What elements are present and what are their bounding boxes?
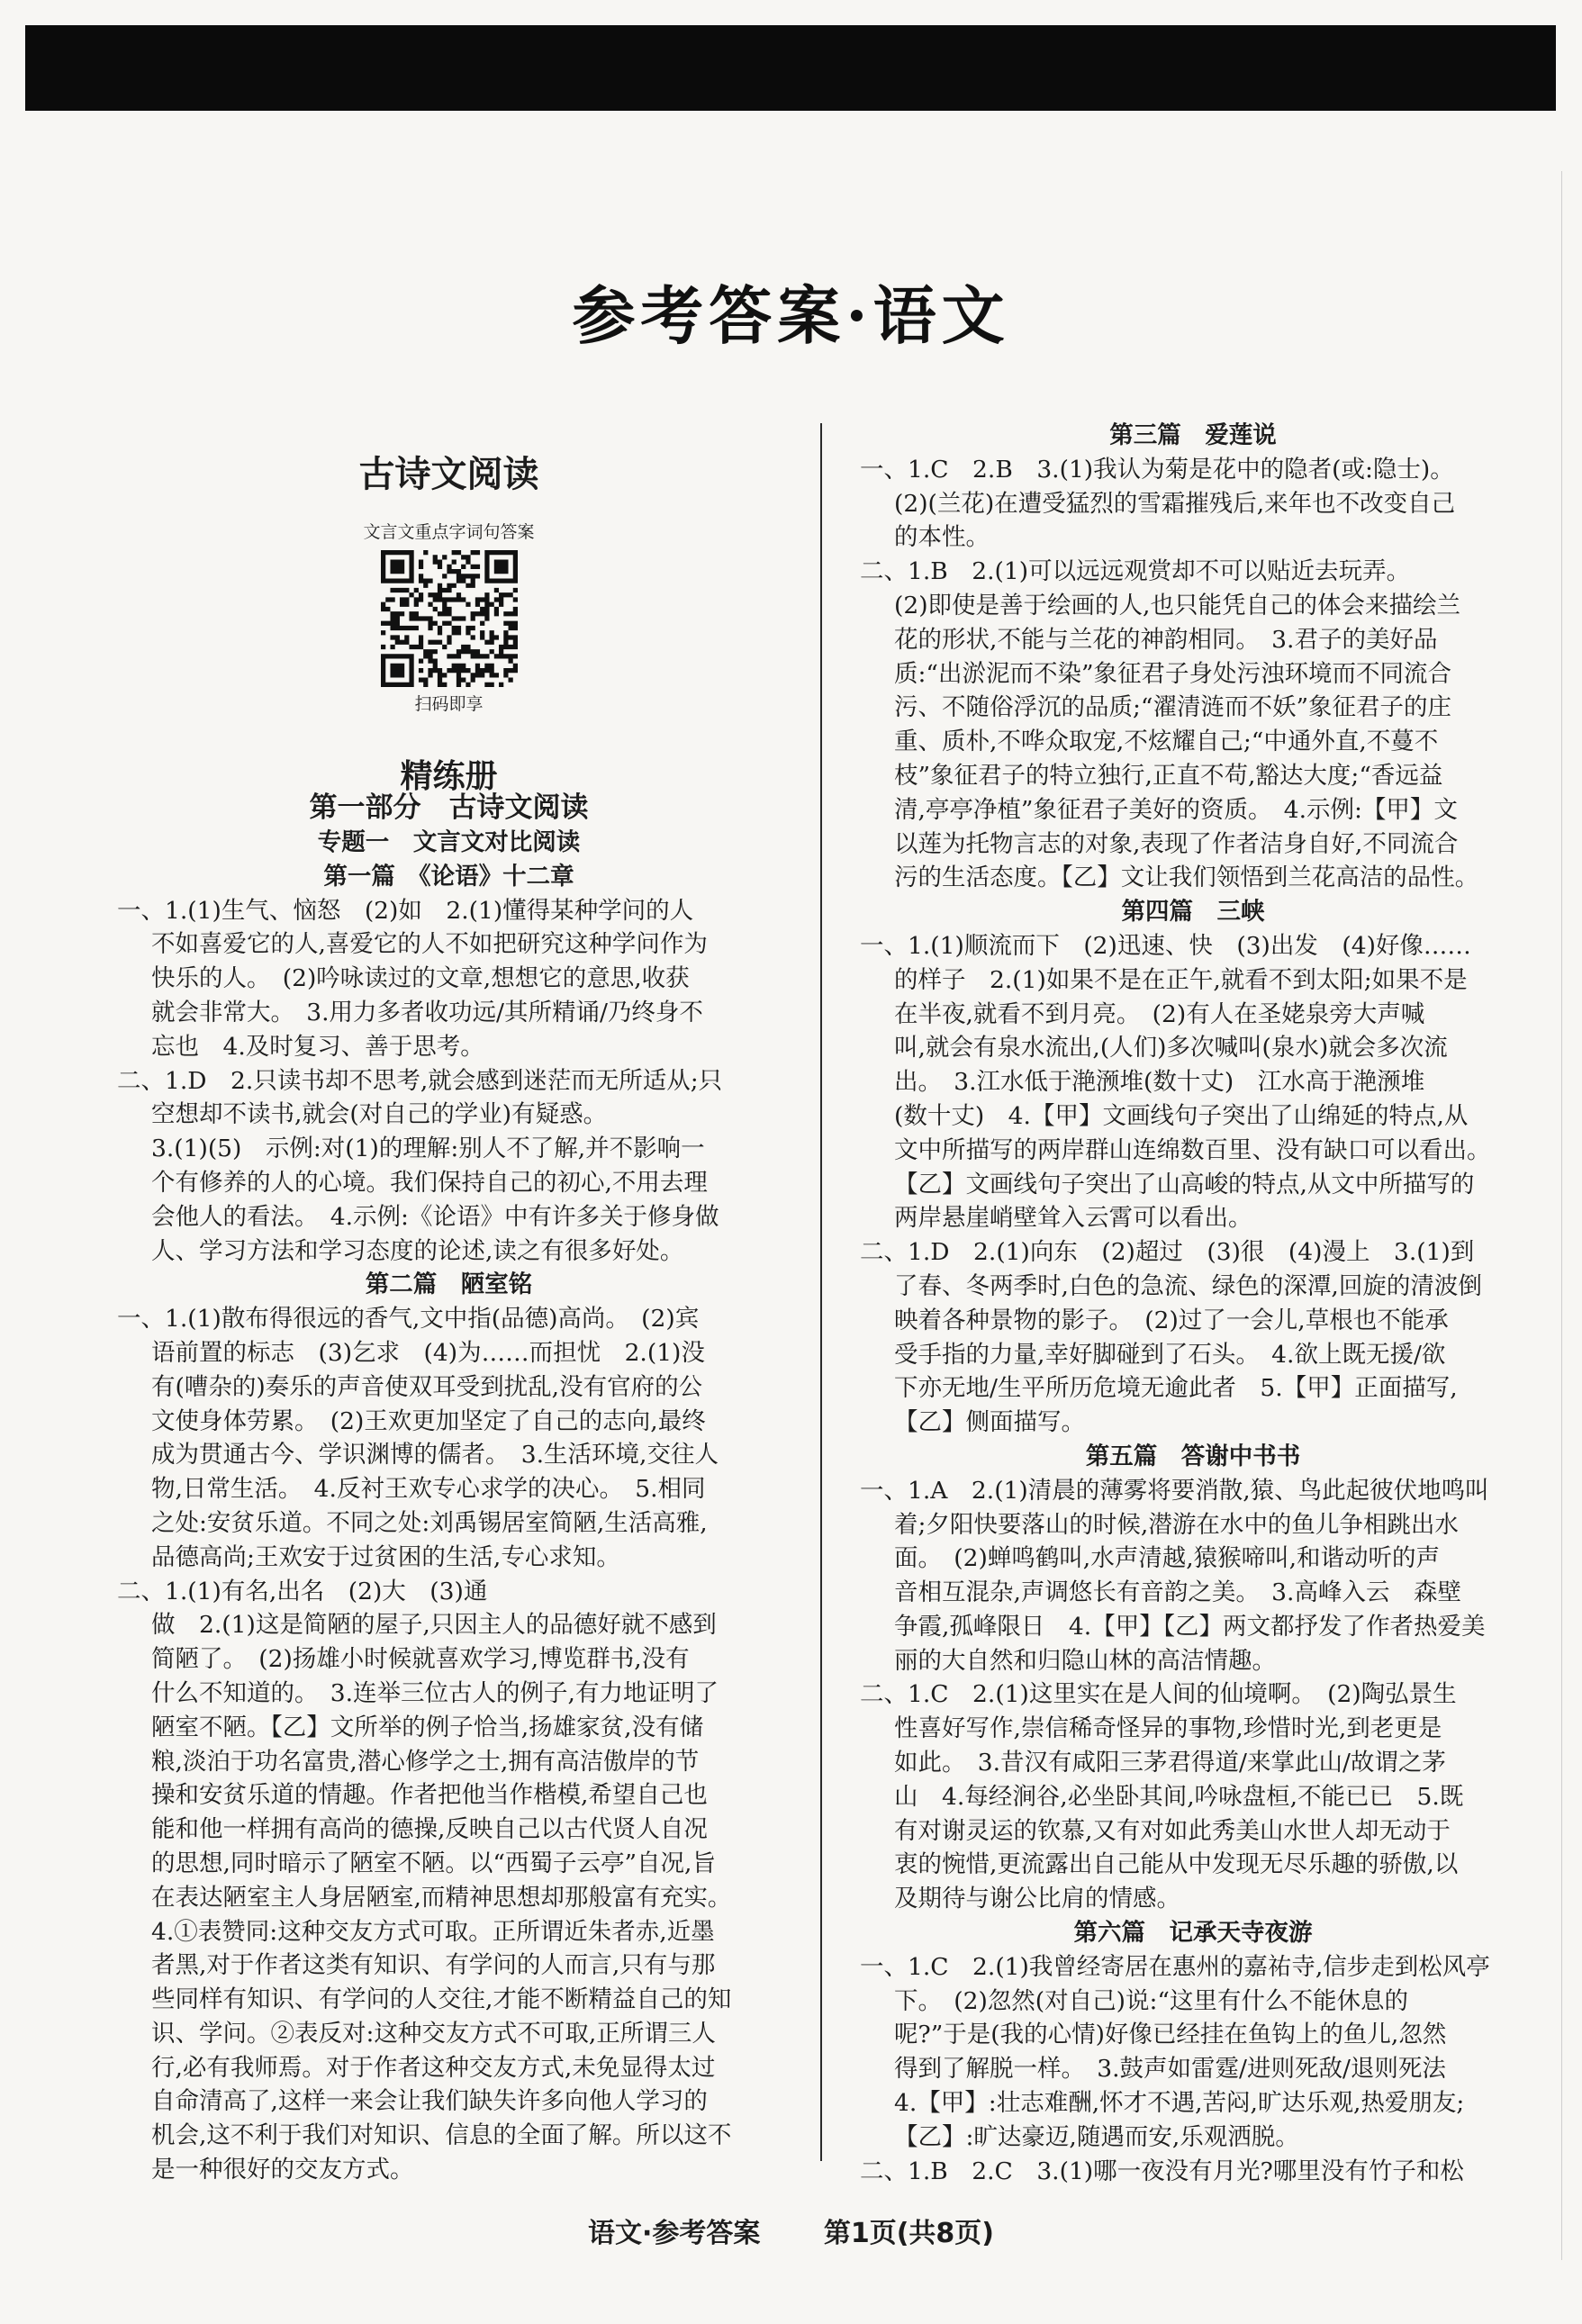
answer-line: 陋室不陋。【乙】文所举的例子恰当,扬雄家贫,没有储: [151, 1713, 704, 1741]
answer-line: 4.①表赞同:这种交友方式可取。正所谓近朱者赤,近墨: [151, 1917, 715, 1946]
answer-line: 出。 3.江水低于滟滪堆(数十丈) 江水高于滟滪堆: [894, 1068, 1425, 1097]
answer-line: 二、1.B 2.C 3.(1)哪一夜没有月光?哪里没有竹子和松: [860, 2157, 1464, 2185]
answer-line: 二、1.D 2.(1)向东 (2)超过 (3)很 (4)漫上 3.(1)到: [860, 1238, 1475, 1267]
answer-line: (2)(兰花)在遭受猛烈的雪霜摧残后,来年也不改变自己: [894, 489, 1456, 518]
answer-line: 二、1.B 2.(1)可以远远观赏却不可以贴近去玩弄。: [860, 557, 1411, 586]
answer-line: 以莲为托物言志的对象,表现了作者洁身自好,不同流合: [894, 829, 1459, 858]
answer-line: 的本性。: [894, 523, 990, 552]
answer-line: 3.(1)(5) 示例:对(1)的理解:别人不了解,并不影响一: [151, 1135, 705, 1163]
answer-line: 映着各种景物的影子。 (2)过了一会儿,草根也不能承: [894, 1306, 1449, 1334]
answer-line: 一、1.(1)散布得很远的香气,文中指(品德)高尚。 (2)宾: [117, 1305, 700, 1334]
answer-line: 枝”象征君子的特立独行,正直不苟,豁达大度;“香远益: [894, 761, 1443, 790]
answer-line: 二、1.D 2.只读书却不思考,就会感到迷茫而无所适从;只: [117, 1066, 723, 1095]
answer-line: 就会非常大。 3.用力多者收功远/其所精诵/乃终身不: [151, 998, 703, 1026]
article-title: 第二篇 陋室铭: [365, 1271, 533, 1299]
answer-line: 在半夜,就看不到月亮。 (2)有人在圣姥泉旁大声喊: [894, 999, 1425, 1028]
answer-line: 性喜好写作,崇信稀奇怪异的事物,珍惜时光,到老更是: [894, 1714, 1442, 1743]
article-title: 第三篇 爱莲说: [1109, 421, 1277, 449]
answer-line: 自命清高了,这样一来会让我们缺失许多向他人学习的: [151, 2087, 708, 2116]
left-answer-lines: [117, 860, 781, 2187]
answer-line: 【乙】文画线句子突出了山高峻的特点,从文中所描写的: [894, 1170, 1475, 1198]
answer-line: (数十丈) 4.【甲】文画线句子突出了山绵延的特点,从: [894, 1101, 1469, 1130]
answer-line: 机会,这不利于我们对知识、信息的全面了解。所以这不: [151, 2121, 732, 2150]
article-title: 第六篇 记承天寺夜游: [1073, 1919, 1313, 1948]
book-title: 精练册: [400, 757, 498, 795]
answer-line: 重、质朴,不哗众取宠,不炫耀自己;“中通外直,不蔓不: [894, 728, 1439, 756]
right-column: [860, 419, 1526, 2188]
footer-subject: 语文·参考答案: [587, 2218, 761, 2249]
answer-line: 花的形状,不能与兰花的神韵相同。 3.君子的美好品: [894, 625, 1438, 654]
answer-line: 个有修养的人的心境。我们保持自己的初心,不用去理: [151, 1168, 708, 1197]
answer-line: 一、1.A 2.(1)清晨的薄雾将要消散,猿、鸟此起彼伏地鸣叫: [860, 1476, 1489, 1505]
answer-line: 的思想,同时暗示了陋室不陋。以“西蜀子云亭”自况,旨: [151, 1849, 716, 1877]
part-title: 第一部分 古诗文阅读: [309, 791, 589, 824]
answer-line: 下亦无地/生平所历危境无逾此者 5.【甲】正面描写,: [894, 1374, 1458, 1403]
answer-line: 语前置的标志 (3)乞求 (4)为……而担忧 2.(1)没: [151, 1338, 705, 1367]
article-title: 第四篇 三峡: [1121, 898, 1265, 927]
answer-line: 人、学习方法和学习态度的论述,读之有很多好处。: [151, 1236, 684, 1265]
answer-line: 做 2.(1)这是简陋的屋子,只因主人的品德好就不感到: [151, 1611, 717, 1640]
answer-line: 污、不随俗浮沉的品质;“濯清涟而不妖”象征君子的庄: [894, 693, 1452, 722]
answer-line: 争霞,孤峰限日 4.【甲】【乙】两文都抒发了作者热爱美: [894, 1612, 1486, 1641]
page-footer: [0, 2211, 1582, 2250]
answer-line: 会他人的看法。 4.示例:《论语》中有许多关于修身做: [151, 1202, 719, 1231]
answer-line: 者黑,对于作者这类有知识、有学问的人而言,只有与那: [151, 1951, 716, 1980]
answer-line: 是一种很好的交友方式。: [151, 2156, 414, 2184]
answer-line: 操和安贫乐道的情趣。作者把他当作楷模,希望自己也: [151, 1781, 708, 1810]
qr-caption: 文言文重点字词句答案: [363, 522, 535, 542]
qr-code[interactable]: [381, 550, 518, 687]
answer-line: 面。 (2)蝉鸣鹤叫,水声清越,猿猴啼叫,和谐动听的声: [894, 1544, 1441, 1573]
section-heading: 古诗文阅读: [358, 453, 539, 495]
answer-line: 之处:安贫乐道。不同之处:刘禹锡居室简陋,生活高雅,: [151, 1508, 708, 1537]
answer-line: 一、1.(1)生气、恼怒 (2)如 2.(1)懂得某种学问的人: [117, 896, 694, 925]
article-title: 第一篇 《论语》十二章: [323, 862, 574, 891]
answer-line: 质:“出淤泥而不染”象征君子身处污浊环境而不同流合: [894, 659, 1452, 688]
answer-line: 二、1.C 2.(1)这里实在是人间的仙境啊。 (2)陶弘景生: [860, 1680, 1457, 1709]
answer-line: 了春、冬两季时,白色的急流、绿色的深潭,回旋的清波倒: [894, 1271, 1482, 1300]
answer-line: 得到了解脱一样。 3.鼓声如雷霆/进则死敌/退则死法: [894, 2055, 1446, 2084]
answer-line: 空想却不读书,就会(对自己的学业)有疑惑。: [151, 1100, 608, 1129]
footer-page-number: 第1页(共8页): [823, 2218, 995, 2249]
answer-line: 成为贯通古今、学识渊博的儒者。 3.生活环境,交往人: [151, 1441, 719, 1469]
column-divider: [820, 423, 822, 2161]
left-column: [117, 790, 781, 2187]
answer-line: 音相互混杂,声调悠长有音韵之美。 3.高峰入云 森壁: [894, 1578, 1461, 1607]
answer-line: 及期待与谢公比肩的情感。: [894, 1885, 1180, 1913]
article-title: 第五篇 答谢中书书: [1085, 1442, 1301, 1470]
right-answer-lines: [860, 419, 1526, 2188]
answer-line: 能和他一样拥有高尚的德操,反映自己以古代贤人自况: [151, 1815, 708, 1844]
answer-line: 丽的大自然和归隐山林的高洁情趣。: [894, 1646, 1276, 1675]
answer-line: 污的生活态度。【乙】文让我们领悟到兰花高洁的品性。: [894, 864, 1479, 892]
answer-line: 文使身体劳累。 (2)王欢更加坚定了自己的志向,最终: [151, 1406, 706, 1435]
answer-line: 衷的惋惜,更流露出自己能从中发现无尽乐趣的骄傲,以: [894, 1850, 1459, 1879]
answer-line: 【乙】:旷达豪迈,随遇而安,乐观洒脱。: [894, 2122, 1299, 2151]
answer-line: 什么不知道的。 3.连举三位古人的例子,有力地证明了: [151, 1678, 719, 1707]
qr-scan-label: 扫码即享: [414, 694, 484, 714]
answer-line: 有对谢灵运的钦慕,又有对如此秀美山水世人却无动于: [894, 1816, 1451, 1845]
top-black-bar: [25, 25, 1556, 111]
answer-line: 着;夕阳快要落山的时候,潜游在水中的鱼儿争相跳出水: [894, 1510, 1459, 1539]
answer-line: 叫,就会有泉水流出,(人们)多次喊叫(泉水)就会多次流: [894, 1034, 1448, 1063]
answer-line: 识、学问。②表反对:这种交友方式不可取,正所谓三人: [151, 2019, 716, 2048]
answer-line: 在表达陋室主人身居陋室,而精神思想却那般富有充实。: [151, 1883, 732, 1912]
answer-line: 不如喜爱它的人,喜爱它的人不如把研究这种学问作为: [151, 930, 708, 959]
answer-line: 一、1.C 2.(1)我曾经寄居在惠州的嘉祐寺,信步走到松风亭: [860, 1952, 1490, 1981]
answer-line: 受手指的力量,幸好脚碰到了石头。 4.欲上既无援/欲: [894, 1340, 1446, 1369]
answer-line: 物,日常生活。 4.反衬王欢专心求学的决心。 5.相同: [151, 1475, 706, 1504]
answer-line: 简陋了。 (2)扬雄小时候就喜欢学习,博览群书,没有: [151, 1645, 690, 1674]
answer-line: 快乐的人。 (2)吟咏读过的文章,想想它的意思,收获: [151, 964, 690, 993]
answer-line: 文中所描写的两岸群山连绵数百里、没有缺口可以看出。: [894, 1135, 1491, 1164]
answer-line: 忘也 4.及时复习、善于思考。: [151, 1032, 484, 1061]
answer-line: 品德高尚;王欢安于过贫困的生活,专心求知。: [151, 1542, 620, 1571]
margin-line: [1561, 171, 1562, 2260]
qr-code-icon: [381, 550, 518, 687]
answer-line: 一、1.C 2.B 3.(1)我认为菊是花中的隐者(或:隐士)。: [860, 455, 1454, 484]
answer-line: 清,亭亭净植”象征君子美好的资质。 4.示例:【甲】文: [894, 795, 1458, 824]
answer-line: 两岸悬崖峭壁耸入云霄可以看出。: [894, 1204, 1252, 1233]
left-header: [117, 446, 781, 797]
answer-line: 行,必有我师焉。对于作者这种交友方式,未免显得太过: [151, 2053, 716, 2082]
answer-line: (2)即使是善于绘画的人,也只能凭自己的体会来描绘兰: [894, 591, 1460, 619]
answer-line: 的样子 2.(1)如果不是在正午,就看不到太阳;如果不是: [894, 965, 1468, 994]
page-title: 参考答案·语文: [572, 278, 1010, 353]
topic-title: 专题一 文言文对比阅读: [317, 828, 581, 856]
answer-line: 一、1.(1)顺流而下 (2)迅速、快 (3)出发 (4)好像……: [860, 931, 1471, 960]
answer-line: 山 4.每经涧谷,必坐卧其间,吟咏盘桓,不能已已 5.既: [894, 1782, 1464, 1811]
answer-line: 【乙】侧面描写。: [894, 1408, 1085, 1437]
answer-line: 如此。 3.昔汉有咸阳三茅君得道/来掌此山/故谓之茅: [894, 1749, 1446, 1777]
answer-line: 粮,淡泊于功名富贵,潜心修学之士,拥有高洁傲岸的节: [151, 1747, 700, 1776]
answer-line: 有(嘈杂的)奏乐的声音使双耳受到扰乱,没有官府的公: [151, 1372, 703, 1401]
answer-line: 些同样有知识、有学问的人交往,才能不断精益自己的知: [151, 1985, 732, 2014]
answer-line: 4.【甲】:壮志难酬,怀才不遇,苦闷,旷达乐观,热爱朋友;: [894, 2089, 1465, 2118]
answer-line: 呢?”于是(我的心情)好像已经挂在鱼钩上的鱼儿,忽然: [894, 2021, 1447, 2049]
answer-line: 二、1.(1)有名,出名 (2)大 (3)通: [117, 1577, 488, 1605]
answer-line: 下。 (2)忽然(对自己)说:“这里有什么不能休息的: [894, 1986, 1408, 2015]
